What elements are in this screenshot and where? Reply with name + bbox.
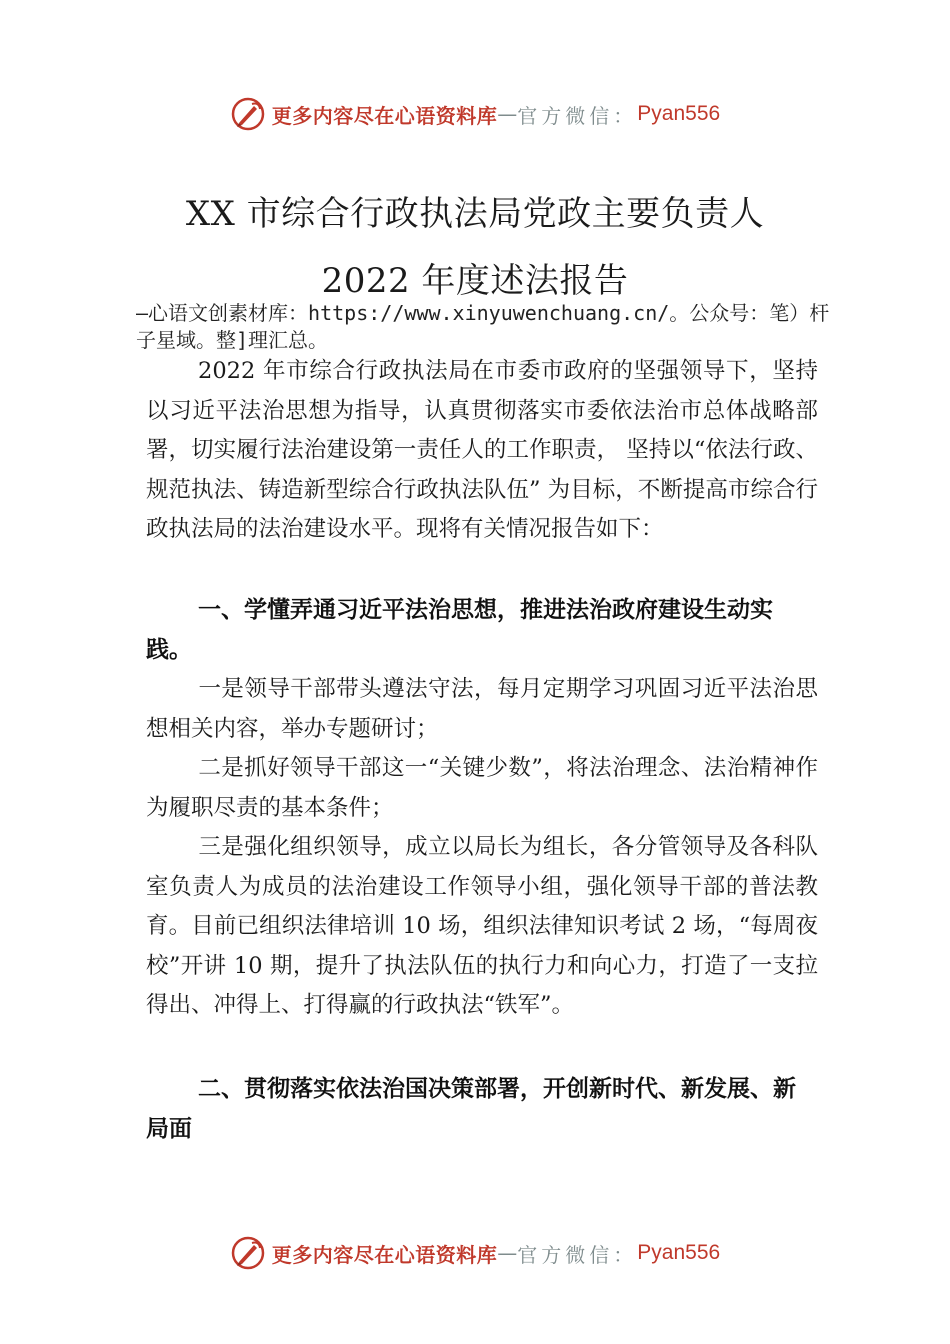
banner-wechat-label: 官方微信： (517, 1242, 638, 1267)
paragraph-intro (146, 352, 818, 550)
banner-wechat-label: 官方微信： (517, 103, 638, 128)
paragraph-1-text: 一是领导干部带头遵法守法，每月定期学习巩固习近平法治思想相关内容，举办专题研讨； (146, 676, 818, 742)
section-heading-1-text: 一、学懂弄通习近平法治思想，推进法治政府建设生动实践。 (146, 597, 773, 663)
source-note: —心语文创素材库：https://www.xinyuwenchuang.cn/。公众号：笔）杆子星域。整]理汇总。 (136, 301, 830, 352)
header-banner (0, 92, 950, 136)
section-heading-2-text: 二、贯彻落实依法治国决策部署，开创新时代、新发展、新局面 (146, 1076, 796, 1142)
section-heading-2 (146, 1070, 818, 1149)
pen-logo-icon (230, 96, 266, 132)
banner-wechat-id: Pyan556 (637, 102, 721, 125)
paragraph-2-text: 二是抓好领导干部这一“关键少数”，将法治理念、法治精神作为履职尽责的基本条件； (146, 755, 818, 821)
banner-separator: — (497, 102, 518, 126)
paragraph-1 (146, 670, 818, 749)
banner-wechat-id: Pyan556 (637, 1241, 721, 1264)
footer-banner (0, 1231, 950, 1275)
paragraph-2 (146, 749, 818, 828)
document-title-line2: 2022 年度述法报告 (321, 261, 629, 301)
paragraph-3 (146, 828, 818, 1026)
banner-separator: — (497, 1241, 518, 1265)
banner-brand: 更多内容尽在心语资料库 (271, 103, 498, 128)
document-title-line1: XX 市综合行政执法局党政主要负责人 (185, 194, 765, 234)
paragraph-3-text: 三是强化组织领导，成立以局长为组长，各分管领导及各科队室负责人为成员的法治建设工作领导小组，强化领导干部的普法教育。目前已组织法律培训 10 场，组织法律知识考试 2 场，“每周夜校”开讲 10 期，提升了执法队伍的执行力和向心力，打造了一支拉得出、冲得上、打得赢的行政执法“铁军”。 (146, 834, 818, 1018)
pen-logo-icon (230, 1235, 266, 1271)
paragraph-intro-text: 2022 年市综合行政执法局在市委市政府的坚强领导下，坚持以习近平法治思想为指导，认真贯彻落实市委依法治市总体战略部署，切实履行法治建设第一责任人的工作职责， 坚持以“依法行政、规范执法、铸造新型综合行政执法队伍” 为目标，不断提高市综合行政执法局的法治建设水平。现将有关情况报告如下： (146, 358, 818, 542)
banner-brand: 更多内容尽在心语资料库 (271, 1242, 498, 1267)
section-heading-1 (146, 591, 818, 670)
